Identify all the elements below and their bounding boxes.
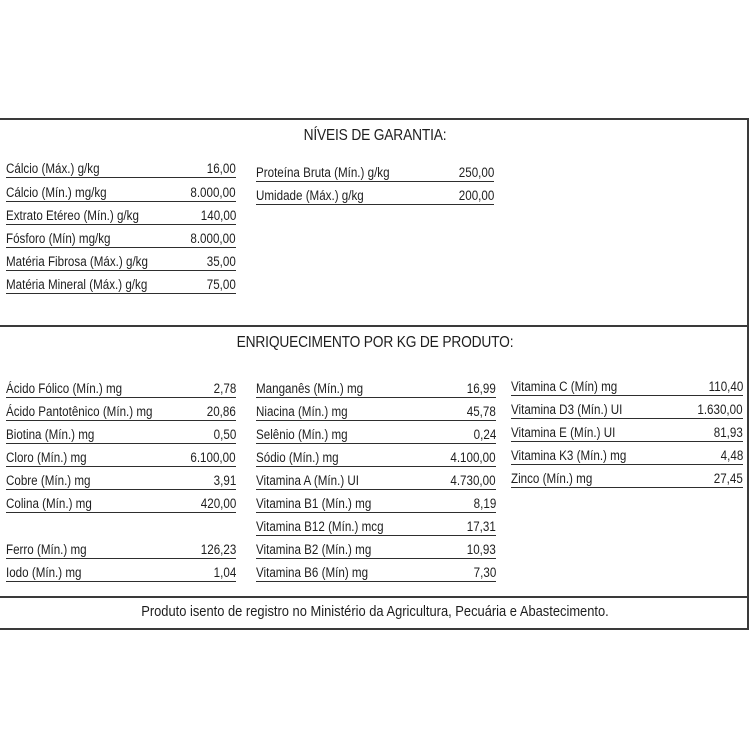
nutrient-name: Cobre (Mín.) mg: [6, 473, 91, 488]
nutrient-row: [511, 397, 743, 419]
nutrient-value: 4,48: [720, 448, 743, 463]
nutrient-row: [511, 374, 743, 396]
nutrient-name: Vitamina A (Mín.) UI: [256, 473, 360, 488]
nutrient-row: [6, 249, 236, 271]
nutrient-value: 8.000,00: [190, 185, 236, 200]
nutrient-row: [6, 203, 236, 225]
nutrient-row: [511, 420, 743, 442]
nutrient-name: Vitamina E (Mín.) UI: [511, 425, 616, 440]
nutrient-value: 140,00: [200, 208, 236, 223]
nutrient-name: Selênio (Mín.) mg: [256, 427, 348, 442]
nutrient-row: [6, 491, 236, 513]
nutrient-row: [256, 491, 496, 513]
garantia-title: NÍVEIS DE GARANTIA:: [303, 127, 447, 144]
nutrient-value: 6.100,00: [190, 450, 236, 465]
nutrient-row: [6, 180, 236, 202]
nutrient-value: 0,50: [213, 427, 236, 442]
nutrient-value: 45,78: [466, 404, 496, 419]
nutrient-row: [6, 156, 236, 178]
nutrient-value: 250,00: [458, 165, 494, 180]
nutrient-name: Niacina (Mín.) mg: [256, 404, 348, 419]
section-divider: [0, 325, 749, 327]
nutrient-value: 4.100,00: [450, 450, 496, 465]
nutrient-value: 200,00: [458, 188, 494, 203]
nutrient-name: Ácido Pantotênico (Mín.) mg: [6, 404, 153, 419]
nutrient-name: Cloro (Mín.) mg: [6, 450, 87, 465]
nutrient-row: [256, 422, 496, 444]
nutrient-value: 35,00: [206, 254, 236, 269]
nutrient-value: 7,30: [473, 565, 496, 580]
nutrient-name: Matéria Fibrosa (Máx.) g/kg: [6, 254, 148, 269]
nutrient-name: Vitamina B1 (Mín.) mg: [256, 496, 372, 511]
nutrient-name: Fósforo (Mín) mg/kg: [6, 231, 111, 246]
nutrient-row: [6, 226, 236, 248]
nutrient-value: 110,40: [708, 379, 743, 394]
nutrient-value: 16,99: [466, 381, 496, 396]
nutrient-name: Manganês (Mín.) mg: [256, 381, 364, 396]
nutrient-name: Proteína Bruta (Mín.) g/kg: [256, 165, 390, 180]
nutrient-row: [256, 537, 496, 559]
nutrient-name: Extrato Etéreo (Mín.) g/kg: [6, 208, 139, 223]
nutrient-name: Vitamina C (Mín) mg: [511, 379, 618, 394]
nutrient-row: [6, 560, 236, 582]
nutrient-row: [511, 443, 743, 465]
nutrient-value: 1.630,00: [697, 402, 743, 417]
nutrient-value: 27,45: [713, 471, 743, 486]
nutrient-name: Vitamina K3 (Mín.) mg: [511, 448, 627, 463]
nutrient-value: 420,00: [200, 496, 236, 511]
nutrient-name: Ferro (Mín.) mg: [6, 542, 87, 557]
nutrient-name: Matéria Mineral (Máx.) g/kg: [6, 277, 148, 292]
nutrient-value: 17,31: [466, 519, 496, 534]
nutrient-value: 8.000,00: [190, 231, 236, 246]
nutrient-row: [6, 468, 236, 490]
nutrient-row: [256, 468, 496, 490]
nutrient-name: Biotina (Mín.) mg: [6, 427, 95, 442]
footer-divider: [0, 596, 749, 598]
nutrient-name: Vitamina B6 (Mín) mg: [256, 565, 369, 580]
nutrient-row: [256, 445, 496, 467]
nutrient-value: 81,93: [713, 425, 743, 440]
nutrient-row: [256, 160, 494, 182]
nutrient-name: Ácido Fólico (Mín.) mg: [6, 381, 123, 396]
nutrient-row: [6, 537, 236, 559]
nutrient-name: Cálcio (Máx.) g/kg: [6, 161, 100, 176]
nutrient-row: [256, 183, 494, 205]
nutrient-name: Vitamina B2 (Mín.) mg: [256, 542, 372, 557]
nutrient-value: 16,00: [206, 161, 236, 176]
nutrient-value: 8,19: [473, 496, 496, 511]
nutrient-value: 20,86: [206, 404, 236, 419]
nutrient-value: 10,93: [466, 542, 496, 557]
nutrient-name: Sódio (Mín.) mg: [256, 450, 339, 465]
nutrient-value: 126,23: [200, 542, 236, 557]
nutrient-name: Cálcio (Mín.) mg/kg: [6, 185, 107, 200]
nutrient-value: 4.730,00: [450, 473, 496, 488]
enriquecimento-title: ENRIQUECIMENTO POR KG DE PRODUTO:: [236, 334, 514, 351]
nutrient-row: [6, 422, 236, 444]
nutrient-value: 3,91: [213, 473, 236, 488]
nutrient-name: Vitamina D3 (Mín.) UI: [511, 402, 623, 417]
nutrient-row: [511, 466, 743, 488]
nutrient-value: 2,78: [213, 381, 236, 396]
nutrient-name: Vitamina B12 (Mín.) mcg: [256, 519, 384, 534]
nutrient-row: [6, 445, 236, 467]
nutrient-name: Umidade (Máx.) g/kg: [256, 188, 364, 203]
footer-disclaimer: Produto isento de registro no Ministério da Agricultura, Pecuária e Abastecimento.: [141, 603, 609, 620]
nutrient-row: [6, 376, 236, 398]
nutrient-value: 75,00: [206, 277, 236, 292]
nutrient-name: Colina (Mín.) mg: [6, 496, 92, 511]
nutrient-row: [256, 376, 496, 398]
nutrient-value: 0,24: [473, 427, 496, 442]
nutrient-row: [256, 514, 496, 536]
nutrient-name: Iodo (Mín.) mg: [6, 565, 82, 580]
nutrient-value: 1,04: [213, 565, 236, 580]
nutrient-row: [6, 399, 236, 421]
nutrient-row: [256, 399, 496, 421]
nutrient-row: [256, 560, 496, 582]
nutrient-name: Zinco (Mín.) mg: [511, 471, 593, 486]
nutrient-row: [6, 272, 236, 294]
